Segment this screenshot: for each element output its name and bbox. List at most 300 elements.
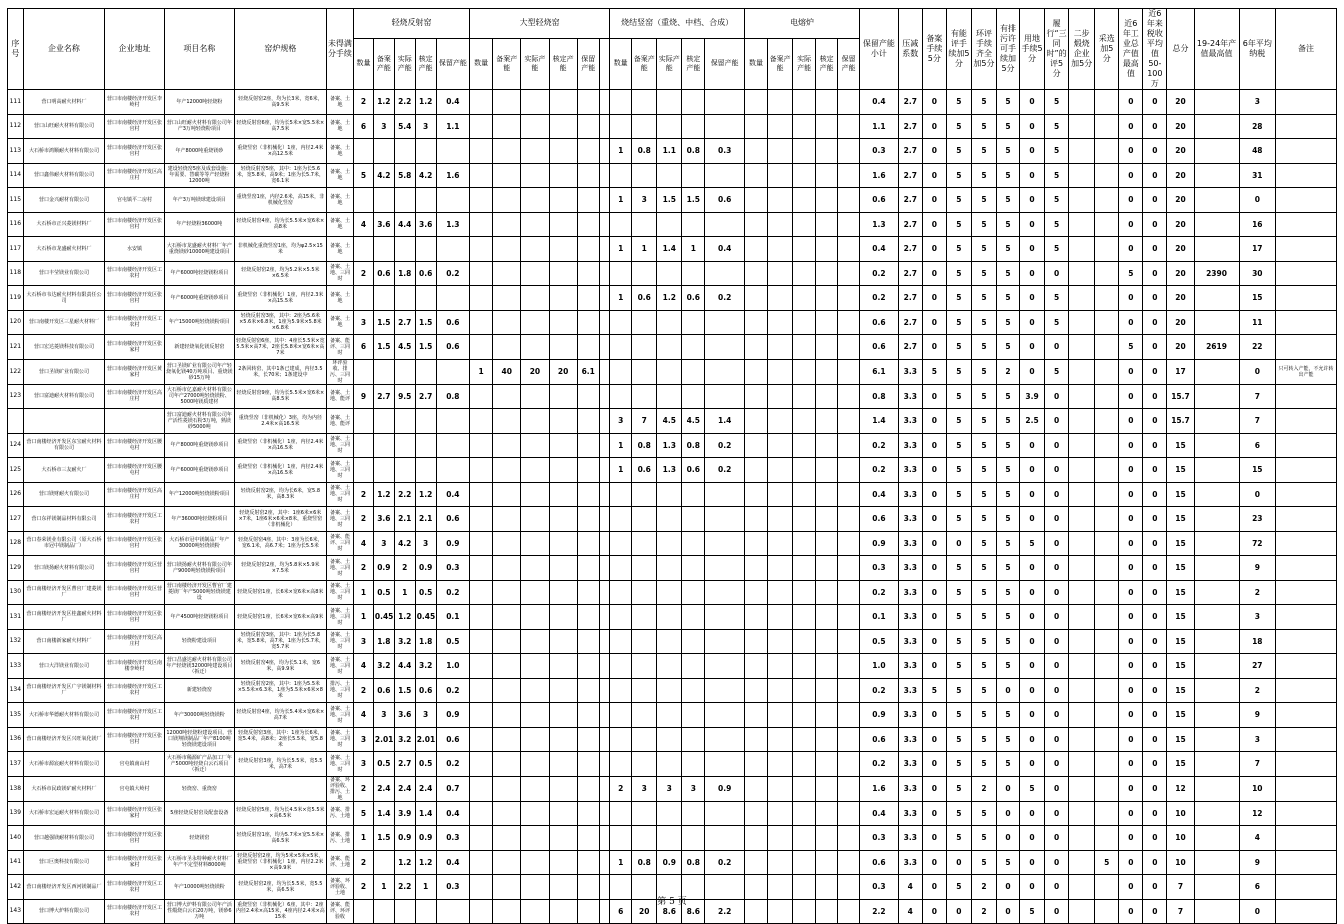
cell-tax: 27	[1239, 654, 1276, 679]
cell-L-3: 1.2	[415, 482, 436, 507]
cell-B-1	[493, 678, 521, 703]
cell-i: 5	[1119, 335, 1143, 360]
cell-name: 营口南楼开发区三星耐火材料厂	[23, 310, 105, 335]
cell-sub: 0.2	[860, 261, 899, 286]
cell-S-1	[632, 826, 657, 851]
cell-coef: 2.7	[898, 286, 922, 311]
cell-L-2	[394, 139, 415, 164]
sinter-count-header: 数量	[610, 38, 632, 89]
cell-sub: 0.4	[860, 90, 899, 115]
table-row	[8, 286, 1337, 311]
cell-B-5	[599, 801, 610, 826]
cell-E-2	[793, 433, 816, 458]
cell-sub: 1.0	[860, 654, 899, 679]
cell-b: 5	[946, 139, 971, 164]
cell-no: 139	[8, 801, 24, 826]
cell-j: 0	[1143, 482, 1167, 507]
cell-S-3: 0.8	[682, 139, 705, 164]
cell-mx	[1194, 139, 1239, 164]
cell-f: 0	[1045, 727, 1069, 752]
cell-S-0	[610, 261, 632, 286]
cell-f: 0	[1045, 629, 1069, 654]
light-approved-header: 核定产能	[415, 38, 436, 89]
table-row	[8, 654, 1337, 679]
cell-d: 5	[997, 188, 1020, 213]
cell-tax: 72	[1239, 531, 1276, 556]
cell-addr: 营口市南楼经济开发区黄家村	[105, 359, 165, 384]
cell-E-2	[793, 605, 816, 630]
cell-proc: 备案、土地	[326, 310, 353, 335]
cell-S-1	[632, 359, 657, 384]
cell-coef: 2.7	[898, 212, 922, 237]
cell-S-3: 0.6	[682, 286, 705, 311]
cell-tax: 7	[1239, 409, 1276, 434]
cell-tot: 15	[1167, 580, 1194, 605]
cell-sub: 0.8	[860, 384, 899, 409]
cell-E-1	[768, 139, 793, 164]
cell-j: 0	[1143, 286, 1167, 311]
cell-L-1: 1.5	[373, 826, 394, 851]
cell-L-4: 0.1	[436, 605, 469, 630]
cell-S-1	[632, 261, 657, 286]
cell-S-1	[632, 531, 657, 556]
cell-B-1	[493, 850, 521, 875]
cell-coef: 3.3	[898, 850, 922, 875]
cell-S-3	[682, 507, 705, 532]
cell-L-1: 3.2	[373, 654, 394, 679]
cell-S-0	[610, 163, 632, 188]
cell-e: 0	[1020, 678, 1045, 703]
cell-S-3	[682, 163, 705, 188]
cell-coef: 2.7	[898, 310, 922, 335]
cell-mx	[1194, 580, 1239, 605]
cell-g	[1069, 139, 1095, 164]
cell-no: 117	[8, 237, 24, 262]
cell-h	[1095, 556, 1119, 581]
cell-L-2	[394, 359, 415, 384]
cell-i: 0	[1119, 409, 1143, 434]
cell-B-3	[549, 776, 577, 801]
cell-S-2	[657, 678, 682, 703]
cell-d: 5	[997, 163, 1020, 188]
cell-d: 0	[997, 801, 1020, 826]
cell-g	[1069, 384, 1095, 409]
cell-j: 0	[1143, 826, 1167, 851]
cell-S-3	[682, 90, 705, 115]
cell-spec: 重烧竖窑（非机械化）1座，内径2.4米×高16.5米	[234, 458, 326, 483]
cell-j: 0	[1143, 114, 1167, 139]
cell-proc: 备案、土地、三同时	[326, 433, 353, 458]
cell-L-4: 1.3	[436, 212, 469, 237]
cell-proj: 年产12000吨轻烧粉	[164, 90, 234, 115]
cell-j: 0	[1143, 899, 1167, 924]
cell-L-4	[436, 139, 469, 164]
cell-B-5	[599, 654, 610, 679]
cell-f: 0	[1045, 384, 1069, 409]
cell-b: 5	[946, 237, 971, 262]
cell-E-0	[745, 678, 768, 703]
cell-rem	[1276, 727, 1337, 752]
cell-S-4	[705, 163, 745, 188]
cell-E-0	[745, 556, 768, 581]
cell-c: 5	[971, 433, 996, 458]
cell-spec: 轻烧反射窑2座，均为长5.5米，宽5.5米，高6.5米	[234, 875, 326, 900]
cell-f: 0	[1045, 482, 1069, 507]
cell-L-1: 0.5	[373, 580, 394, 605]
cell-f: 0	[1045, 776, 1069, 801]
cell-d: 5	[997, 409, 1020, 434]
cell-B-0	[470, 310, 493, 335]
cell-no: 116	[8, 212, 24, 237]
cell-L-4: 0.4	[436, 850, 469, 875]
cell-j: 0	[1143, 237, 1167, 262]
cell-L-0: 1	[354, 580, 374, 605]
cell-B-2	[521, 384, 549, 409]
cell-c: 5	[971, 605, 996, 630]
cell-B-5	[599, 409, 610, 434]
cell-name: 大石桥市龙盛耐火材料厂	[23, 237, 105, 262]
cell-B-0	[470, 752, 493, 777]
cell-L-3: 4.2	[415, 163, 436, 188]
cell-h	[1095, 384, 1119, 409]
cell-b: 5	[946, 359, 971, 384]
cell-tax: 48	[1239, 139, 1276, 164]
cell-coef: 3.3	[898, 629, 922, 654]
cell-sub: 0.6	[860, 507, 899, 532]
cell-no: 125	[8, 458, 24, 483]
cell-B-0	[470, 727, 493, 752]
cell-f: 0	[1045, 678, 1069, 703]
cell-E-4	[838, 237, 860, 262]
cell-coef: 3.3	[898, 678, 922, 703]
cell-c: 5	[971, 163, 996, 188]
cell-sub: 0.9	[860, 703, 899, 728]
cell-L-2: 2.7	[394, 310, 415, 335]
cell-tot: 7	[1167, 899, 1194, 924]
cell-coef: 3.3	[898, 776, 922, 801]
table-row	[8, 776, 1337, 801]
cell-proj: 建设轻烧窑5座及成套设施：年需要、替碳等等产轻烧粉12000吨	[164, 163, 234, 188]
cell-i: 0	[1119, 899, 1143, 924]
cell-L-0: 4	[354, 531, 374, 556]
table-row	[8, 826, 1337, 851]
cell-e: 5	[1020, 531, 1045, 556]
cell-S-3	[682, 310, 705, 335]
cell-no: 142	[8, 875, 24, 900]
cell-b: 5	[946, 212, 971, 237]
cell-B-0	[470, 139, 493, 164]
cell-tax: 18	[1239, 629, 1276, 654]
cell-f: 5	[1045, 286, 1069, 311]
cell-S-4: 0.2	[705, 458, 745, 483]
cell-e: 0	[1020, 580, 1045, 605]
cell-S-4	[705, 359, 745, 384]
cell-h	[1095, 678, 1119, 703]
cell-c: 5	[971, 507, 996, 532]
cell-L-2: 2	[394, 556, 415, 581]
cell-sub: 0.6	[860, 335, 899, 360]
cell-d: 0	[997, 899, 1020, 924]
cell-name: 大石桥市鸿顺耐火材料有限公司	[23, 139, 105, 164]
cell-i: 0	[1119, 359, 1143, 384]
cell-tot: 20	[1167, 114, 1194, 139]
cell-sub: 0.2	[860, 286, 899, 311]
cell-coef: 4	[898, 875, 922, 900]
cell-E-2	[793, 335, 816, 360]
cell-g	[1069, 605, 1095, 630]
cell-B-1	[493, 163, 521, 188]
cell-L-2: 1.5	[394, 678, 415, 703]
cell-mx	[1194, 629, 1239, 654]
big-count-header: 数量	[470, 38, 493, 89]
cell-B-5	[599, 114, 610, 139]
table-row	[8, 384, 1337, 409]
cell-no: 140	[8, 826, 24, 851]
cell-B-4	[577, 507, 599, 532]
cell-g	[1069, 90, 1095, 115]
cell-sub: 0.3	[860, 826, 899, 851]
cell-B-1	[493, 310, 521, 335]
cell-rem	[1276, 286, 1337, 311]
cell-spec: 重烧竖窑（非机械化）1座，内径2.4米×高12.5米	[234, 139, 326, 164]
cell-spec: 轻烧反射窑2座，其中：1座为5.5米×5.5米×6.3米，1座为5.5米×6米×8米	[234, 678, 326, 703]
cell-sub: 0.2	[860, 752, 899, 777]
cell-B-3	[549, 212, 577, 237]
cell-B-4	[577, 629, 599, 654]
cell-E-4	[838, 139, 860, 164]
table-row	[8, 163, 1337, 188]
cell-B-0	[470, 826, 493, 851]
cell-B-2	[521, 801, 549, 826]
cell-L-1: 0.6	[373, 678, 394, 703]
cell-L-3: 1.5	[415, 335, 436, 360]
cell-L-0: 3	[354, 629, 374, 654]
cell-S-0	[610, 654, 632, 679]
cell-E-1	[768, 310, 793, 335]
cell-no: 112	[8, 114, 24, 139]
cell-E-4	[838, 654, 860, 679]
cell-proj: 12000吨轻烧粉建设项目，营口镁翔镁制品厂年产8100吨轻烧镁建设项目	[164, 727, 234, 752]
table-row	[8, 139, 1337, 164]
cell-h	[1095, 507, 1119, 532]
cell-tax: 2	[1239, 580, 1276, 605]
cell-e: 0	[1020, 850, 1045, 875]
cell-a: 0	[922, 580, 946, 605]
cell-S-4	[705, 482, 745, 507]
cell-proc: 备案、土地、三同时	[326, 629, 353, 654]
cell-E-1	[768, 531, 793, 556]
table-row	[8, 90, 1337, 115]
cell-b: 0	[946, 531, 971, 556]
cell-i: 0	[1119, 458, 1143, 483]
cell-B-4	[577, 752, 599, 777]
cell-S-1	[632, 580, 657, 605]
cell-name: 营口南楼新家耐火材料厂	[23, 629, 105, 654]
cell-S-3	[682, 580, 705, 605]
cell-addr: 营口市南楼经济开发区李岭村	[105, 90, 165, 115]
cell-spec: 轻烧反射窑3座，其中：1座为长6米，宽5.4米，高8米；2座长5.5米，宽5.8米	[234, 727, 326, 752]
cell-g	[1069, 629, 1095, 654]
cell-i: 0	[1119, 507, 1143, 532]
cell-i: 0	[1119, 605, 1143, 630]
cell-h	[1095, 114, 1119, 139]
cell-B-5	[599, 458, 610, 483]
cell-mx	[1194, 482, 1239, 507]
cell-E-1	[768, 359, 793, 384]
cell-E-4	[838, 801, 860, 826]
cell-B-4	[577, 163, 599, 188]
cell-B-5	[599, 703, 610, 728]
cell-coef: 3.3	[898, 507, 922, 532]
cell-e: 0	[1020, 654, 1045, 679]
group-arc-furnace: 电熔炉	[745, 9, 860, 39]
cell-no: 115	[8, 188, 24, 213]
cell-L-1	[373, 409, 394, 434]
cell-L-1: 2.7	[373, 384, 394, 409]
cell-addr: 营口市南楼经济开发区工农村	[105, 899, 165, 924]
cell-B-0	[470, 212, 493, 237]
cell-b: 5	[946, 654, 971, 679]
cell-S-1: 0.8	[632, 850, 657, 875]
cell-E-0	[745, 433, 768, 458]
cell-proj: 年产36000吨轻烧粉项目	[164, 507, 234, 532]
cell-coef: 2.7	[898, 163, 922, 188]
cell-L-0: 3	[354, 310, 374, 335]
col-filing-score: 备案手续5分	[922, 9, 946, 90]
cell-e: 0	[1020, 114, 1045, 139]
cell-S-0	[610, 556, 632, 581]
sinter-retained-header: 保留产能	[705, 38, 745, 89]
cell-S-1	[632, 507, 657, 532]
cell-L-0: 2	[354, 678, 374, 703]
col-remark: 备注	[1276, 9, 1337, 90]
cell-h	[1095, 90, 1119, 115]
cell-B-2	[521, 826, 549, 851]
cell-c: 5	[971, 531, 996, 556]
cell-B-3	[549, 556, 577, 581]
cell-S-4: 0.2	[705, 850, 745, 875]
cell-L-2: 5.4	[394, 114, 415, 139]
cell-B-2	[521, 531, 549, 556]
cell-tot: 15	[1167, 458, 1194, 483]
cell-proj: 营口圣镁矿业有限公司年产轻烧氧化镁40万吨项目、重烧镁砂15万吨	[164, 359, 234, 384]
cell-L-2: 1.2	[394, 850, 415, 875]
cell-tax: 3	[1239, 727, 1276, 752]
cell-no	[8, 409, 24, 434]
cell-spec: 轻烧反射窑2座，其中：1座6米×6米×7米，1座6米×6米×8米，重烧竖窑（非机械化）	[234, 507, 326, 532]
cell-h	[1095, 727, 1119, 752]
cell-proj: 大石桥市稀源矿产品加工厂年产5000吨轻烧白云石项目（拆迁）	[164, 752, 234, 777]
cell-addr: 水安镇	[105, 237, 165, 262]
cell-j: 0	[1143, 188, 1167, 213]
cell-g	[1069, 776, 1095, 801]
cell-E-3	[816, 384, 838, 409]
cell-proc: 备案、土地	[326, 188, 353, 213]
cell-no: 130	[8, 580, 24, 605]
cell-c: 5	[971, 212, 996, 237]
cell-S-4	[705, 654, 745, 679]
cell-proc: 备案、环评验收、排污、土地	[326, 776, 353, 801]
cell-E-3	[816, 114, 838, 139]
cell-tot: 10	[1167, 850, 1194, 875]
cell-h	[1095, 237, 1119, 262]
cell-proc: 备案、土地、能评	[326, 384, 353, 409]
cell-L-2: 1.2	[394, 605, 415, 630]
cell-rem	[1276, 507, 1337, 532]
cell-addr: 营口市南楼经济开发区张官村	[105, 212, 165, 237]
cell-S-4: 0.2	[705, 433, 745, 458]
cell-rem	[1276, 531, 1337, 556]
cell-j: 0	[1143, 556, 1167, 581]
cell-b: 5	[946, 409, 971, 434]
cell-name: 营口明高耐火材料厂	[23, 90, 105, 115]
cell-b: 5	[946, 875, 971, 900]
cell-S-2	[657, 580, 682, 605]
cell-L-3: 1.5	[415, 310, 436, 335]
cell-L-4: 0.9	[436, 703, 469, 728]
cell-h	[1095, 531, 1119, 556]
cell-L-1: 0.45	[373, 605, 394, 630]
cell-L-1: 3.6	[373, 212, 394, 237]
cell-B-0	[470, 801, 493, 826]
cell-spec: 轻烧反射窑9座，均为长5.5米×宽6米×高8.5米	[234, 384, 326, 409]
cell-g	[1069, 482, 1095, 507]
cell-L-0: 2	[354, 776, 374, 801]
cell-e: 0	[1020, 556, 1045, 581]
cell-B-1	[493, 384, 521, 409]
cell-d: 0	[997, 776, 1020, 801]
cell-spec: 轻烧反射窑3座，均为长5.5米，宽5.5米，高7米	[234, 752, 326, 777]
cell-E-4	[838, 507, 860, 532]
cell-L-0	[354, 409, 374, 434]
cell-L-2: 9.5	[394, 384, 415, 409]
cell-mx: 2390	[1194, 261, 1239, 286]
cell-addr: 营口市南楼经济开发区高庄村	[105, 629, 165, 654]
col-tax-score: 近6年来税收平均值50-100万	[1143, 9, 1167, 90]
cell-e: 0	[1020, 801, 1045, 826]
cell-c: 5	[971, 678, 996, 703]
cell-addr: 营口市南楼经济开发区张家村	[105, 335, 165, 360]
cell-E-1	[768, 776, 793, 801]
table-row	[8, 261, 1337, 286]
cell-c: 5	[971, 384, 996, 409]
cell-mx	[1194, 850, 1239, 875]
cell-spec: 轻烧反射窑2座，均为长3米，宽6米，高9.5米	[234, 90, 326, 115]
cell-f: 5	[1045, 310, 1069, 335]
cell-b: 5	[946, 507, 971, 532]
cell-L-4	[436, 188, 469, 213]
cell-S-2	[657, 752, 682, 777]
cell-E-3	[816, 212, 838, 237]
cell-L-2: 2.2	[394, 90, 415, 115]
cell-tax: 3	[1239, 605, 1276, 630]
cell-no: 128	[8, 531, 24, 556]
cell-B-2	[521, 237, 549, 262]
cell-d: 5	[997, 114, 1020, 139]
cell-E-3	[816, 433, 838, 458]
cell-E-0	[745, 752, 768, 777]
cell-coef: 2.7	[898, 114, 922, 139]
cell-proc: 环评验收、排污、三同时	[326, 359, 353, 384]
cell-proc: 备案、土地、三同时	[326, 654, 353, 679]
cell-L-2	[394, 433, 415, 458]
cell-L-1	[373, 188, 394, 213]
cell-d: 5	[997, 310, 1020, 335]
cell-tot: 10	[1167, 826, 1194, 851]
table-row	[8, 507, 1337, 532]
cell-a: 0	[922, 139, 946, 164]
cell-B-3	[549, 188, 577, 213]
